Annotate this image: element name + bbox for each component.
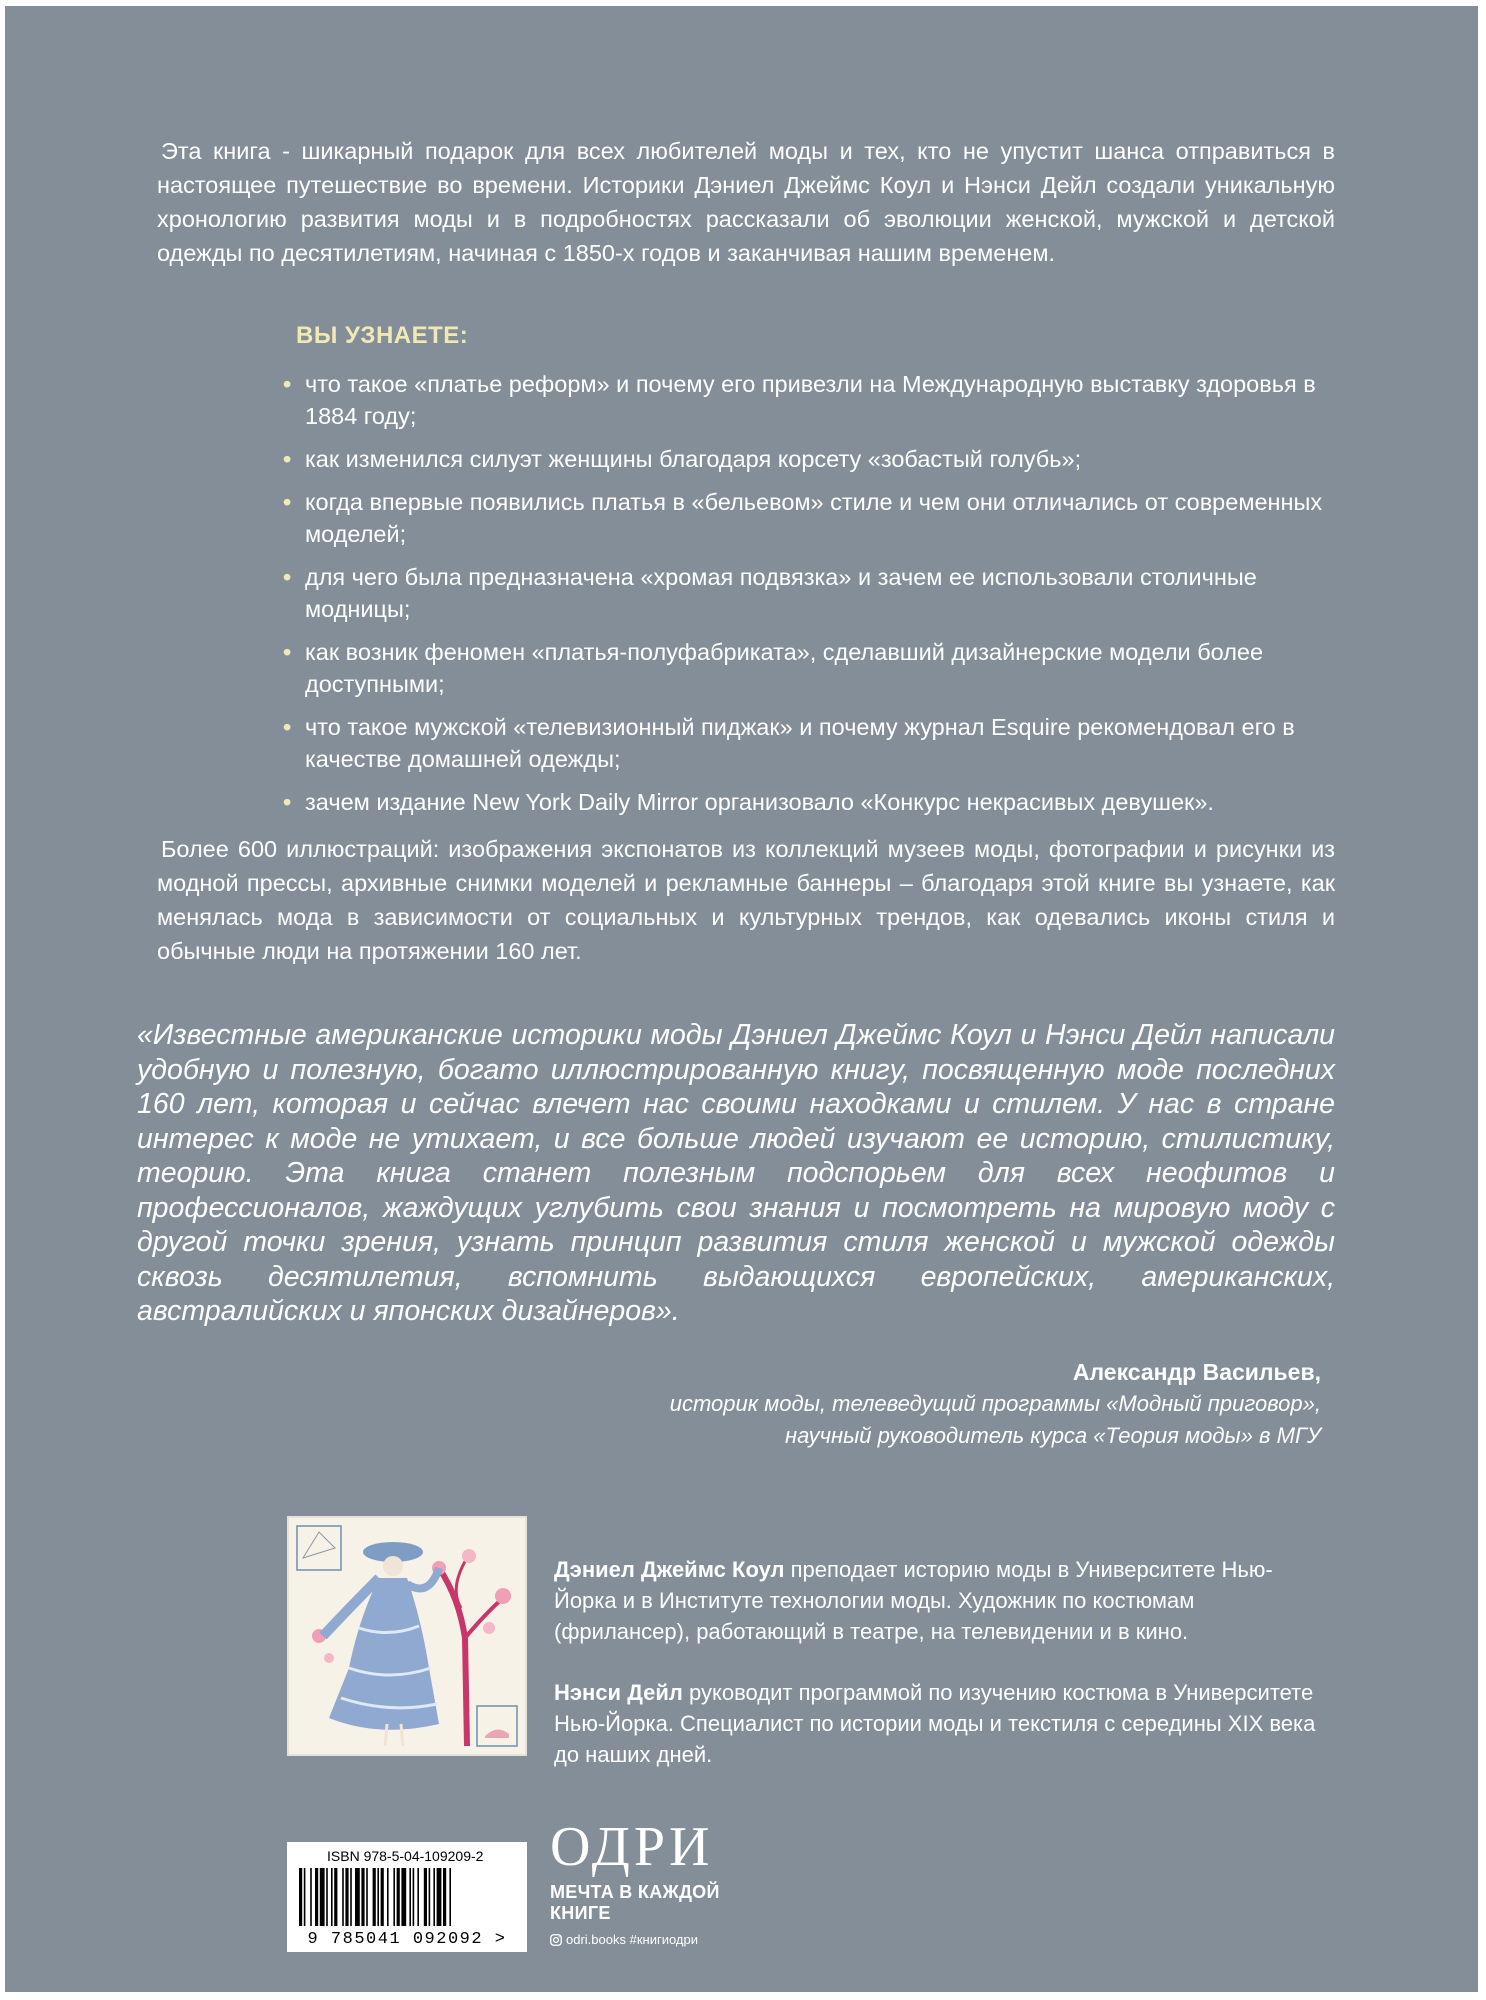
list-item	[283, 786, 1323, 818]
list-item	[283, 368, 1323, 432]
author-bios	[554, 1554, 1334, 1800]
attribution-role-2: научный руководитель курса «Теория моды» в МГУ	[784, 1423, 1321, 1448]
barcode-digits: 9 785041 092092 >	[307, 1930, 507, 1949]
list-item-text: для чего была предназначена «хромая подвязка» и зачем ее использовали столичные модницы;	[305, 564, 1257, 622]
bullet-icon: •	[283, 489, 292, 515]
learn-list	[283, 368, 1323, 829]
list-item	[283, 711, 1323, 775]
list-item	[283, 561, 1323, 625]
publisher-name: ОДРИ	[550, 1816, 714, 1878]
list-item-text: как изменился силуэт женщины благодаря корсету «зобастый голубь»;	[305, 446, 1082, 472]
bullet-icon: •	[283, 564, 292, 590]
publisher-logo	[550, 1818, 770, 1947]
bullet-icon: •	[283, 371, 292, 397]
list-item-text: как возник феномен «платья-полуфабриката», сделавший дизайнерские модели более доступными;	[305, 639, 1264, 697]
social-handle: odri.books #книгиодри	[566, 1932, 698, 1947]
book-back-cover	[5, 6, 1478, 1992]
bio-dale	[554, 1677, 1334, 1770]
isbn-number: ISBN 978-5-04-109209-2	[327, 1848, 484, 1864]
bullet-icon: •	[283, 789, 292, 815]
list-item-text: зачем издание New York Daily Mirror организовало «Конкурс некрасивых девушек».	[305, 789, 1214, 815]
fashion-illustration-art	[289, 1518, 525, 1754]
publisher-slogan-2: КНИГЕ	[550, 1903, 611, 1923]
bio-cole	[554, 1554, 1334, 1647]
learn-heading: ВЫ УЗНАЕТЕ:	[296, 322, 469, 349]
bio-name: Нэнси Дейл	[554, 1680, 683, 1705]
isbn-barcode	[287, 1842, 527, 1952]
barcode-icon	[295, 1868, 519, 1928]
bullet-icon: •	[283, 446, 292, 472]
list-item	[283, 636, 1323, 700]
bio-text: преподает историю моды в Университете Нью-Йорка и в Институте технологии моды. Художник по костюмам (фрилансер), работающий в театре, на телевидении и в кино.	[554, 1557, 1273, 1644]
list-item-text: что такое мужской «телевизионный пиджак» и почему журнал Esquire рекомендовал его в качестве домашней одежды;	[305, 714, 1295, 772]
intro-paragraph: Эта книга - шикарный подарок для всех любителей моды и тех, кто не упустит шанса отправиться в настоящее путешествие во времени. Историки Дэниел Джеймс Коул и Нэнси Дейл создали уникальную хронологию развития моды и в подробностях рассказали об эволюции женской, мужской и детской одежды по десятилетиям, начиная с 1850-х годов и заканчивая нашим временем.	[157, 138, 1335, 266]
bullet-icon: •	[283, 714, 292, 740]
attribution-role-1: историк моды, телеведущий программы «Модный приговор»,	[669, 1391, 1321, 1416]
instagram-icon	[550, 1934, 562, 1946]
publisher-social	[550, 1932, 770, 1947]
quote-attribution	[421, 1356, 1321, 1452]
review-quote: «Известные американские историки моды Дэниел Джеймс Коул и Нэнси Дейл написали удобную и полезную, богато иллюстрированную книгу, посвященную моде последних 160 лет, которая и сейчас влечет нас своими находками и стилем. У нас в стране интерес к моде не утихает, и все больше людей изучают ее историю, стилистику, теорию. Эта книга станет полезным подспорьем для всех неофитов и профессионалов, жаждущих углубить свои знания и посмотреть на мировую моду с другой точки зрения, узнать принцип развития стиля женской и мужской одежды сквозь десятилетия, вспомнить выдающихся европейских, американских, австралийских и японских дизайнеров».	[137, 1019, 1335, 1327]
list-item-text: что такое «платье реформ» и почему его привезли на Международную выставку здоровья в 1884 году;	[305, 371, 1316, 429]
bio-text: руководит программой по изучению костюма в Университете Нью-Йорка. Специалист по истории моды и текстиля с середины XIX века до наших дней.	[554, 1680, 1316, 1767]
illustrations-paragraph: Более 600 иллюстраций: изображения экспонатов из коллекций музеев моды, фотографии и рисунки из модной прессы, архивные снимки моделей и рекламные баннеры – благодаря этой книге вы узнаете, как менялась мода в зависимости от социальных и культурных трендов, как одевались иконы стиля и обычные люди на протяжении 160 лет.	[157, 836, 1335, 964]
list-item	[283, 486, 1323, 550]
publisher-slogan-1: МЕЧТА В КАЖДОЙ	[550, 1882, 720, 1902]
attribution-name: Александр Васильев,	[1072, 1359, 1321, 1385]
bio-name: Дэниел Джеймс Коул	[554, 1557, 785, 1582]
list-item	[283, 443, 1323, 475]
list-item-text: когда впервые появились платья в «бельевом» стиле и чем они отличались от современных моделей;	[305, 489, 1323, 547]
fashion-illustration	[287, 1516, 527, 1756]
bullet-icon: •	[283, 639, 292, 665]
